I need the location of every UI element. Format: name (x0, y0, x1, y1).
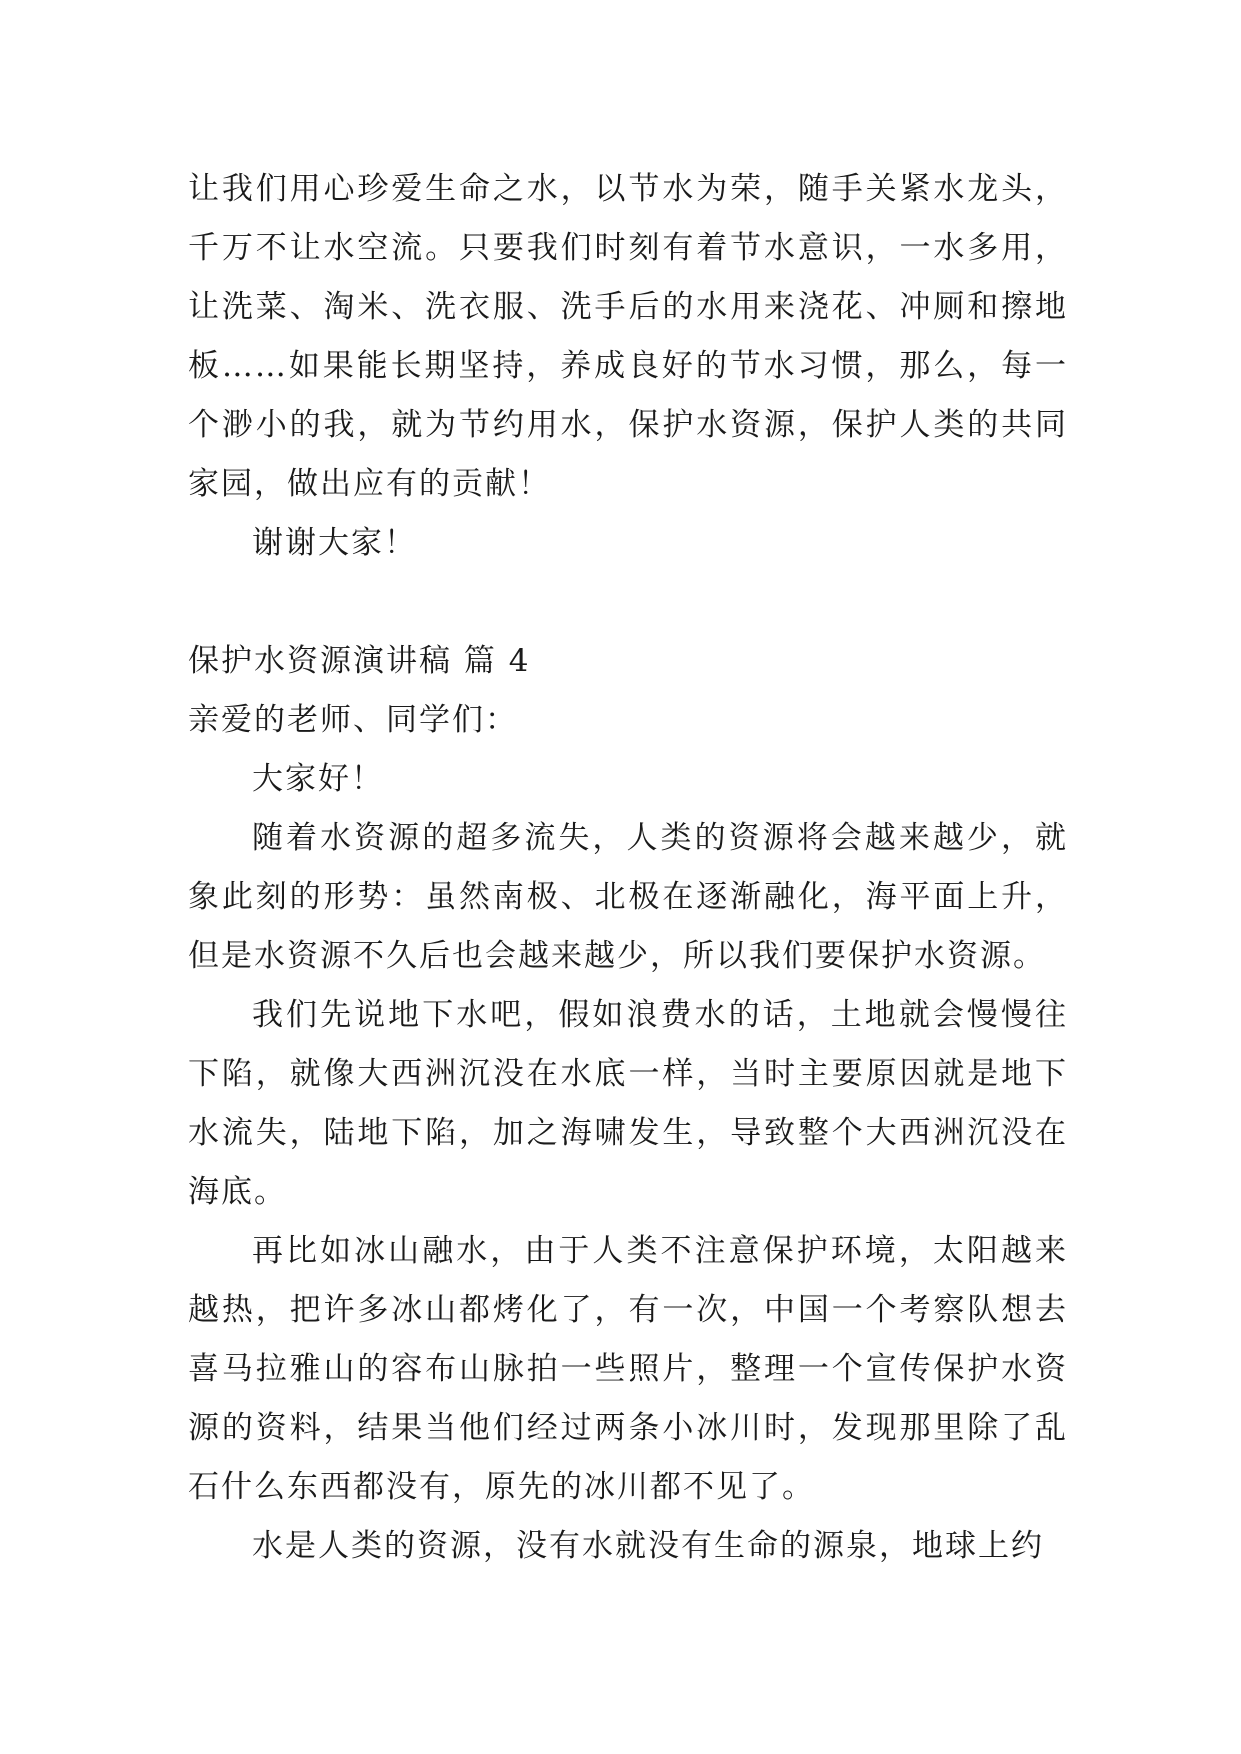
salutation: 亲爱的老师、同学们： (188, 702, 518, 738)
section-title: 保护水资源演讲稿 篇 4 (188, 643, 531, 679)
paragraph-conservation-call: 让我们用心珍爱生命之水，以节水为荣，随手关紧水龙头，千万不让水空流。只要我们时刻有着节水意识，一水多用，让洗菜、淘米、洗衣服、洗手后的水用来浇花、冲厕和擦地板……如果能长期坚持，养成良好的节水习惯，那么，每一个渺小的我，就为节约用水，保护水资源，保护人类的共同家园，做出应有的贡献！ (188, 171, 1068, 502)
section-spacer (188, 573, 1068, 632)
document-body (188, 160, 1068, 1576)
greeting: 大家好！ (252, 761, 384, 797)
paragraph-groundwater: 我们先说地下水吧，假如浪费水的话，土地就会慢慢往下陷，就像大西洲沉没在水底一样，当时主要原因就是地下水流失，陆地下陷，加之海啸发生，导致整个大西洲沉没在海底。 (188, 997, 1068, 1210)
paragraph-water-source: 水是人类的资源，没有水就没有生命的源泉，地球上约 (252, 1528, 1044, 1564)
paragraph-thanks: 谢谢大家！ (252, 525, 417, 561)
paragraph-glacier-melt: 再比如冰山融水，由于人类不注意保护环境，太阳越来越热，把许多冰山都烤化了，有一次，中国一个考察队想去喜马拉雅山的容布山脉拍一些照片，整理一个宣传保护水资源的资料，结果当他们经过两条小冰川时，发现那里除了乱石什么东西都没有，原先的冰川都不见了。 (188, 1233, 1068, 1505)
paragraph-resource-loss: 随着水资源的超多流失，人类的资源将会越来越少，就象此刻的形势：虽然南极、北极在逐渐融化，海平面上升，但是水资源不久后也会越来越少，所以我们要保护水资源。 (188, 820, 1068, 974)
